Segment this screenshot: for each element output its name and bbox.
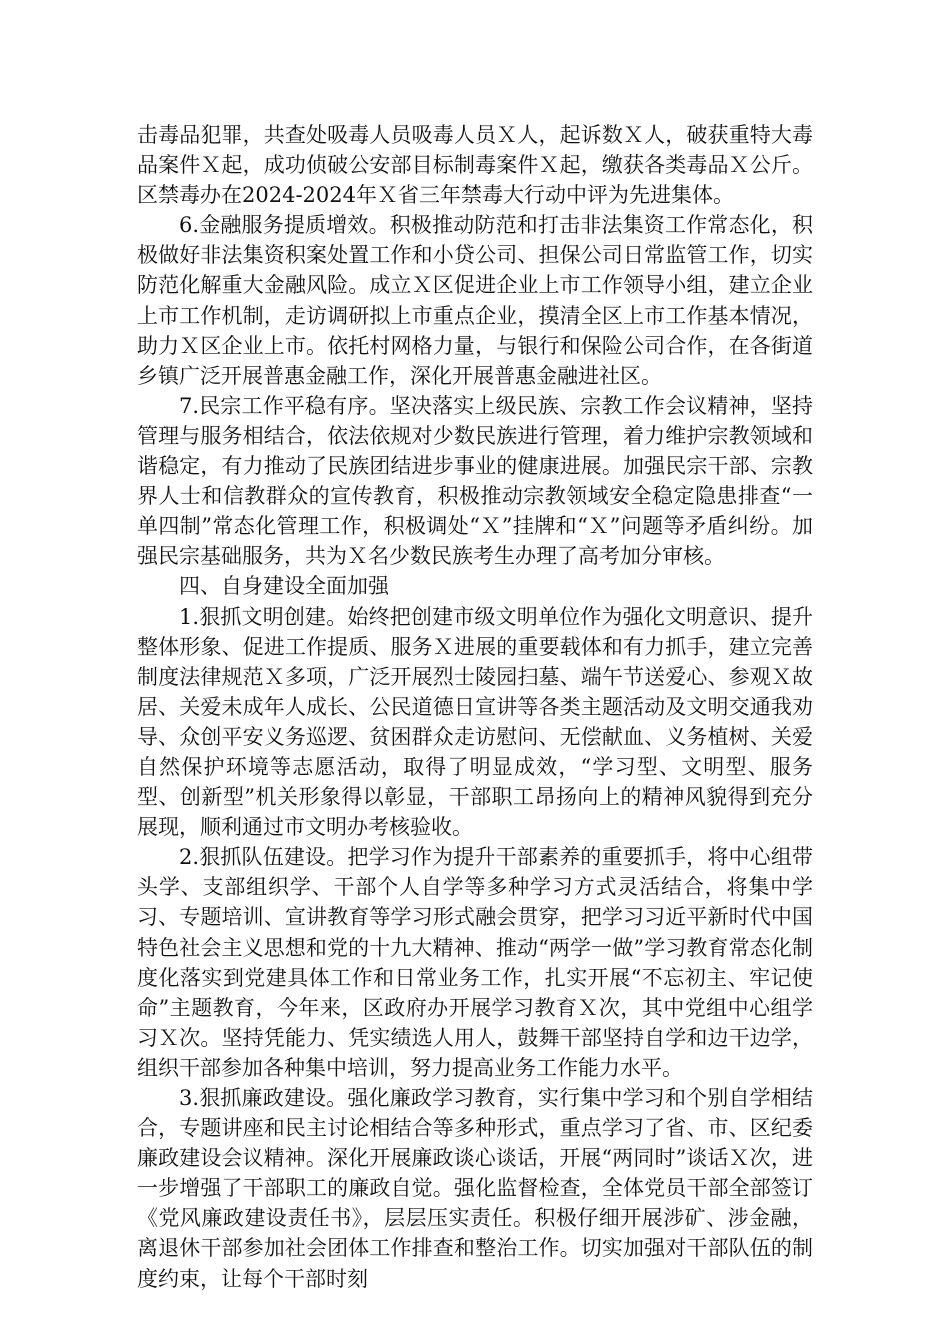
- section-heading-self-building: 四、自身建设全面加强: [179, 574, 389, 599]
- paragraph-drug-enforcement-continued: 击毒品犯罪，共查处吸毒人员吸毒人员Ｘ人，起诉数Ｘ人，破获重特大毒品案件Ｘ起，成功侦破公安部目标制毒案件Ｘ起，缴获各类毒品Ｘ公斤。区禁毒办在2024-2024年Ｘ省三年禁毒大行动中评为先进集体。: [137, 123, 813, 208]
- paragraph-ethnic-religious-work: 7.民宗工作平稳有序。坚决落实上级民族、宗教工作会议精神，坚持管理与服务相结合，依法依规对少数民族进行管理，着力维护宗教领域和谐稳定，有力推动了民族团结进步事业的健康进展。加强民宗干部、宗教界人士和信教群众的宣传教育，积极推动宗教领域安全稳定隐患排查“一单四制”常态化管理工作，积极调处“Ｘ”挂牌和“Ｘ”问题等矛盾纠纷。加强民宗基础服务，共为Ｘ名少数民族考生办理了高考加分审核。: [137, 393, 813, 569]
- paragraph-integrity-building: 3.狠抓廉政建设。强化廉政学习教育，实行集中学习和个别自学相结合，专题讲座和民主讨论相结合等多种形式，重点学习了省、市、区纪委廉政建设会议精神。深化开展廉政谈心谈话，开展“两同时”谈话Ｘ次，进一步增强了干部职工的廉政自觉。强化监督检查，全体党员干部全部签订《党风廉政建设责任书》，层层压实责任。积极仔细开展涉矿、涉金融，离退休干部参加社会团体工作排查和整治工作。切实加强对干部队伍的制度约束，让每个干部时刻: [137, 1086, 813, 1291]
- paragraph-team-building: 2.狠抓队伍建设。把学习作为提升干部素养的重要抓手，将中心组带头学、支部组织学、干部个人自学等多种学习方式灵活结合，将集中学习、专题培训、宣讲教育等学习形式融会贯穿，把学习习近平新时代中国特色社会主义思想和党的十九大精神、推动“两学一做”学习教育常态化制度化落实到党建具体工作和日常业务工作，扎实开展“不忘初主、牢记使命”主题教育，今年来，区政府办开展学习教育Ｘ次，其中党组中心组学习Ｘ次。坚持凭能力、凭实绩选人用人，鼓舞干部坚持自学和边干边学，组织干部参加各种集中培训，努力提高业务工作能力水平。: [137, 845, 813, 1080]
- paragraph-civilization-building: 1.狠抓文明创建。始终把创建市级文明单位作为强化文明意识、提升整体形象、促进工作提质、服务Ｘ进展的重要载体和有力抓手，建立完善制度法律规范Ｘ多项，广泛开展烈士陵园扫墓、端午节送爱心、参观Ｘ故居、关爱未成年人成长、公民道德日宣讲等各类主题活动及文明交通我劝导、众创平安义务巡逻、贫困群众走访慰问、无偿献血、义务植树、关爱自然保护环境等志愿活动，取得了明显成效，“学习型、文明型、服务型、创新型”机关形象得以彰显，干部职工昂扬向上的精神风貌得到充分展现，顺利通过市文明办考核验收。: [137, 604, 813, 840]
- document-page: [137, 120, 813, 1294]
- paragraph-financial-services: 6.金融服务提质增效。积极推动防范和打击非法集资工作常态化，积极做好非法集资积案处置工作和小贷公司、担保公司日常监管工作，切实防范化解重大金融风险。成立Ｘ区促进企业上市工作领导小组，建立企业上市工作机制，走访调研拟上市重点企业，摸清全区上市工作基本情况，助力Ｘ区企业上市。依托村网格力量，与银行和保险公司合作，在各街道乡镇广泛开展普惠金融工作，深化开展普惠金融进社区。: [137, 213, 813, 388]
